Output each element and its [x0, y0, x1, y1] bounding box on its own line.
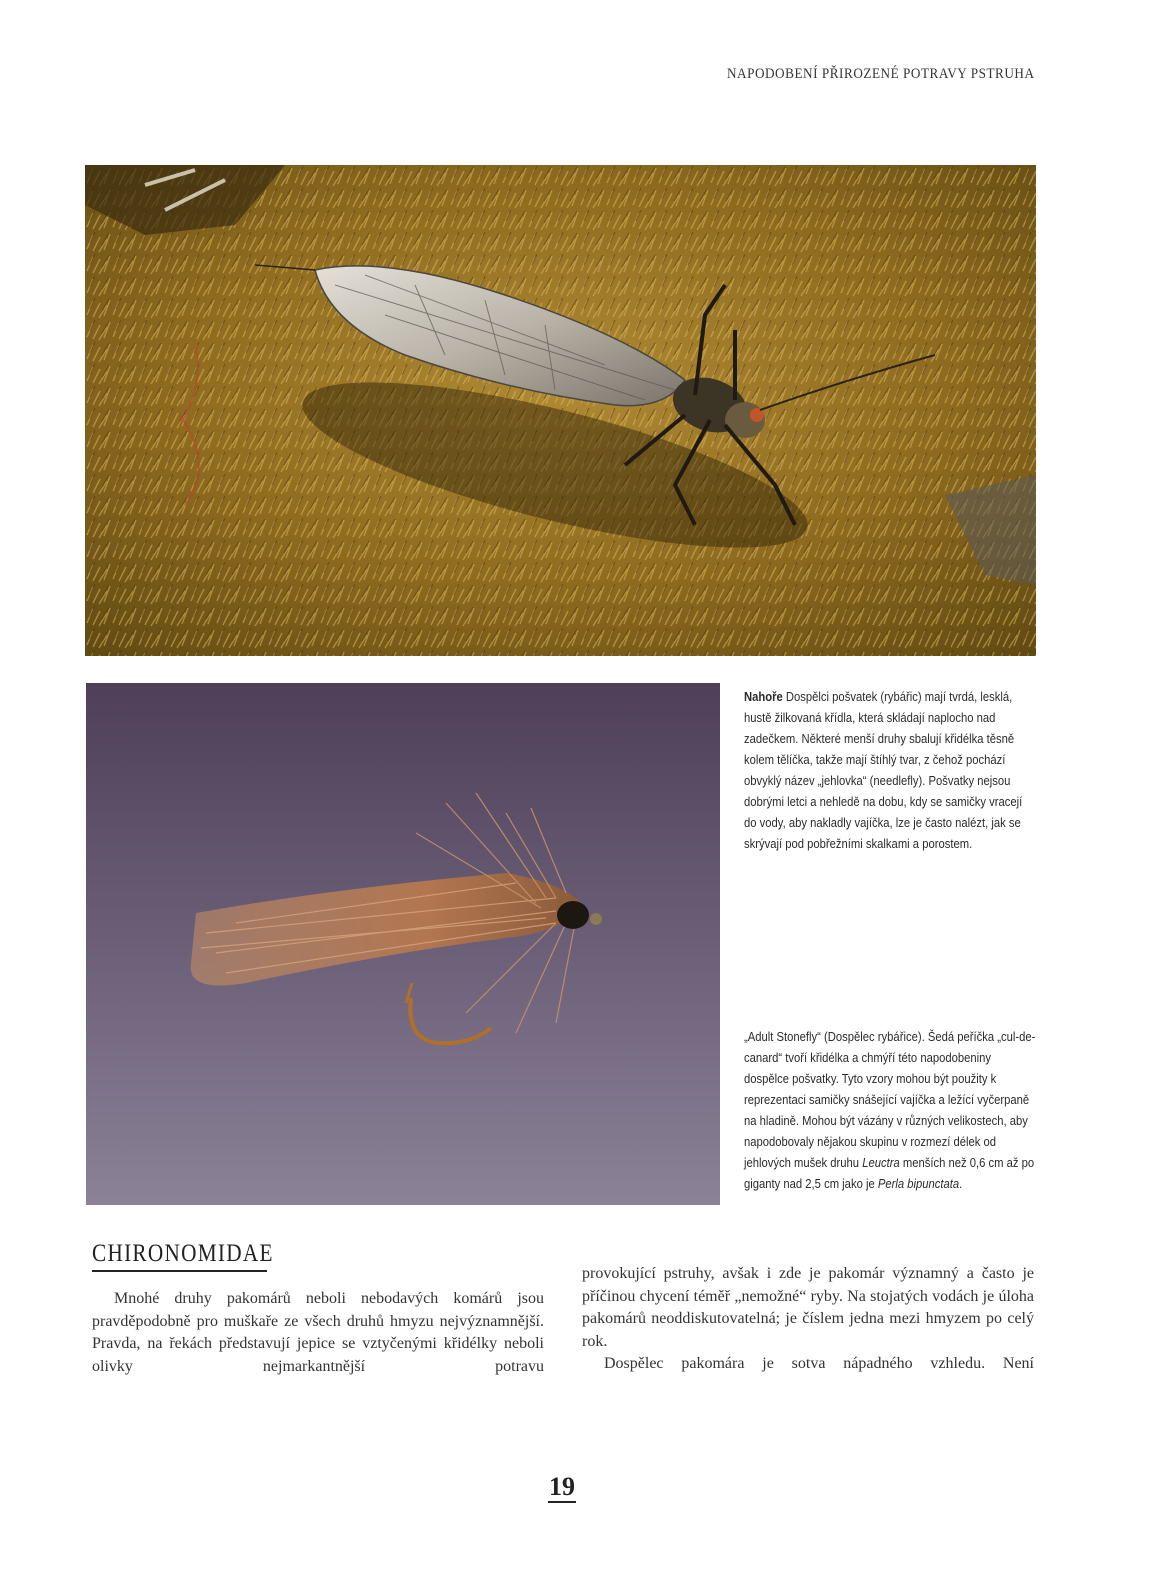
caption-species: Perla bipunctata — [877, 1177, 960, 1191]
caption-stonefly — [744, 687, 1036, 855]
caption-lead: Nahoře — [744, 690, 783, 704]
section-title: CHIRONOMIDAE — [92, 1240, 274, 1267]
body-column-left — [92, 1288, 544, 1378]
body-paragraph: Mnohé druhy pakomárů neboli nebodavých komárů jsou pravděpodobně pro muškaře ze všech druhů hmyzu nejvýznamnější. Pravda, na řekách představují jepice se vztyčenými křidélky neboli olivky nejmarkantnější potravu — [92, 1290, 544, 1375]
caption-genus: Leuctra — [862, 1156, 900, 1170]
section-title-underline — [92, 1270, 267, 1272]
body-paragraph: Dospělec pakomára je sotva nápadného vzhledu. Není — [604, 1355, 1034, 1372]
caption-text-a: „Adult Stonefly“ (Dospělec rybářice). Šedá peříčka „cul-de-canard“ tvoří křidélka a chmýří této napodobeniny dospělce pošvatky. Tyto vzory mohou být použity k reprezentaci samičky snášející vajíčka a ležící vyčerpaně na hladině. Mohou být vázány v různých velikostech, aby napodobovaly nějakou skupinu v rozmezí délek od jehlových mušek druhu — [744, 1030, 1036, 1170]
adult-stonefly-fly-photo — [86, 683, 720, 1205]
body-column-right — [582, 1263, 1034, 1376]
caption-text-c: . — [959, 1177, 963, 1191]
caption-text-b: menších než 0,6 cm až po giganty nad 2,5 cm jako je — [744, 1156, 1035, 1191]
caption-text: Dospělci pošvatek (rybářic) mají tvrdá, lesklá, hustě žilkovaná křídla, která skládají naplocho nad zadečkem. Některé menší druhy sbalují křidélka těsně kolem tělíčka, takže mají štíhlý tvar, z čehož pochází obvyklý název „jehlovka“ (needlefly). Pošvatky nejsou dobrými letci a nehledě na dobu, kdy se samičky vracejí do vody, aby nakladly vajíčka, lze je často nalézt, jak se skrývají pod pobřežními skalkami a porostem. — [744, 690, 1023, 851]
body-paragraph: provokující pstruhy, avšak i zde je pakomár významný a často je příčinou chycení téměř „nemožné“ ryby. Na stojatých vodách je úloha pakomárů neoddiskutovatelná; je číslem jedna mezi hmyzem po celý rok. — [582, 1265, 1034, 1350]
page-number: 19 — [549, 1472, 575, 1501]
caption-fly — [744, 1027, 1036, 1195]
stonefly-photo — [85, 165, 1036, 656]
running-head: NAPODOBENÍ PŘIROZENÉ POTRAVY PSTRUHA — [727, 66, 1035, 82]
